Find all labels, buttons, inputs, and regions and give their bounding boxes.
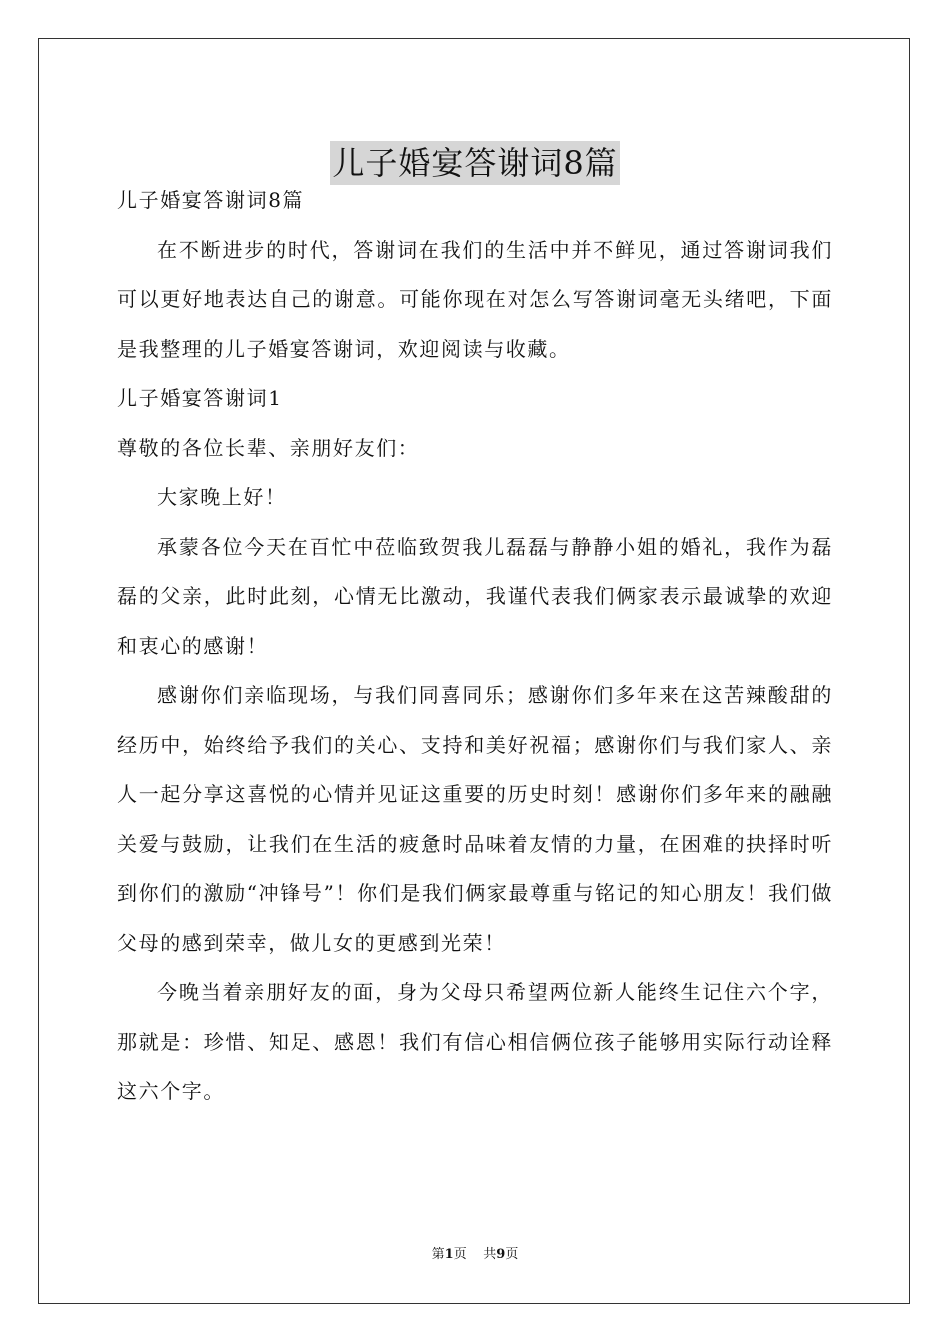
- page-number-label: 第1页: [431, 1247, 467, 1262]
- document-body: [117, 120, 833, 1117]
- page-footer: [0, 1246, 950, 1264]
- paragraph: 儿子婚宴答谢词1: [117, 386, 283, 410]
- document-title: 儿子婚宴答谢词8篇: [330, 141, 619, 185]
- page-total: 9: [496, 1247, 506, 1262]
- paragraph: 在不断进步的时代，答谢词在我们的生活中并不鲜见，通过答谢词我们可以更好地表达自己的谢意。可能你现在对怎么写答谢词毫无头绪吧，下面是我整理的儿子婚宴答谢词，欢迎阅读与收藏。: [117, 237, 833, 361]
- page-total-label: 共9页: [483, 1247, 519, 1262]
- paragraph: 儿子婚宴答谢词8篇: [117, 188, 305, 212]
- paragraph: 感谢你们亲临现场，与我们同喜同乐；感谢你们多年来在这苦辣酸甜的经历中，始终给予我们的关心、支持和美好祝福；感谢你们与我们家人、亲人一起分享这喜悦的心情并见证这重要的历史时刻！感谢你们多年来的融融关爱与鼓励，让我们在生活的疲惫时品味着友情的力量，在困难的抉择时听到你们的激励“冲锋号”！你们是我们俩家最尊重与铭记的知心朋友！我们做父母的感到荣幸，做儿女的更感到光荣！: [117, 683, 833, 955]
- title-container: [117, 120, 833, 183]
- paragraph: 大家晚上好！: [157, 485, 287, 509]
- paragraph: 今晚当着亲朋好友的面，身为父母只希望两位新人能终生记住六个字，那就是：珍惜、知足、感恩！我们有信心相信俩位孩子能够用实际行动诠释这六个字。: [117, 980, 833, 1103]
- paragraph: 承蒙各位今天在百忙中莅临致贺我儿磊磊与静静小姐的婚礼，我作为磊磊的父亲，此时此刻，心情无比激动，我谨代表我们俩家表示最诚挚的欢迎和衷心的感谢！: [117, 534, 833, 658]
- page-current: 1: [444, 1247, 454, 1262]
- paragraph: 尊敬的各位长辈、亲朋好友们：: [117, 435, 420, 460]
